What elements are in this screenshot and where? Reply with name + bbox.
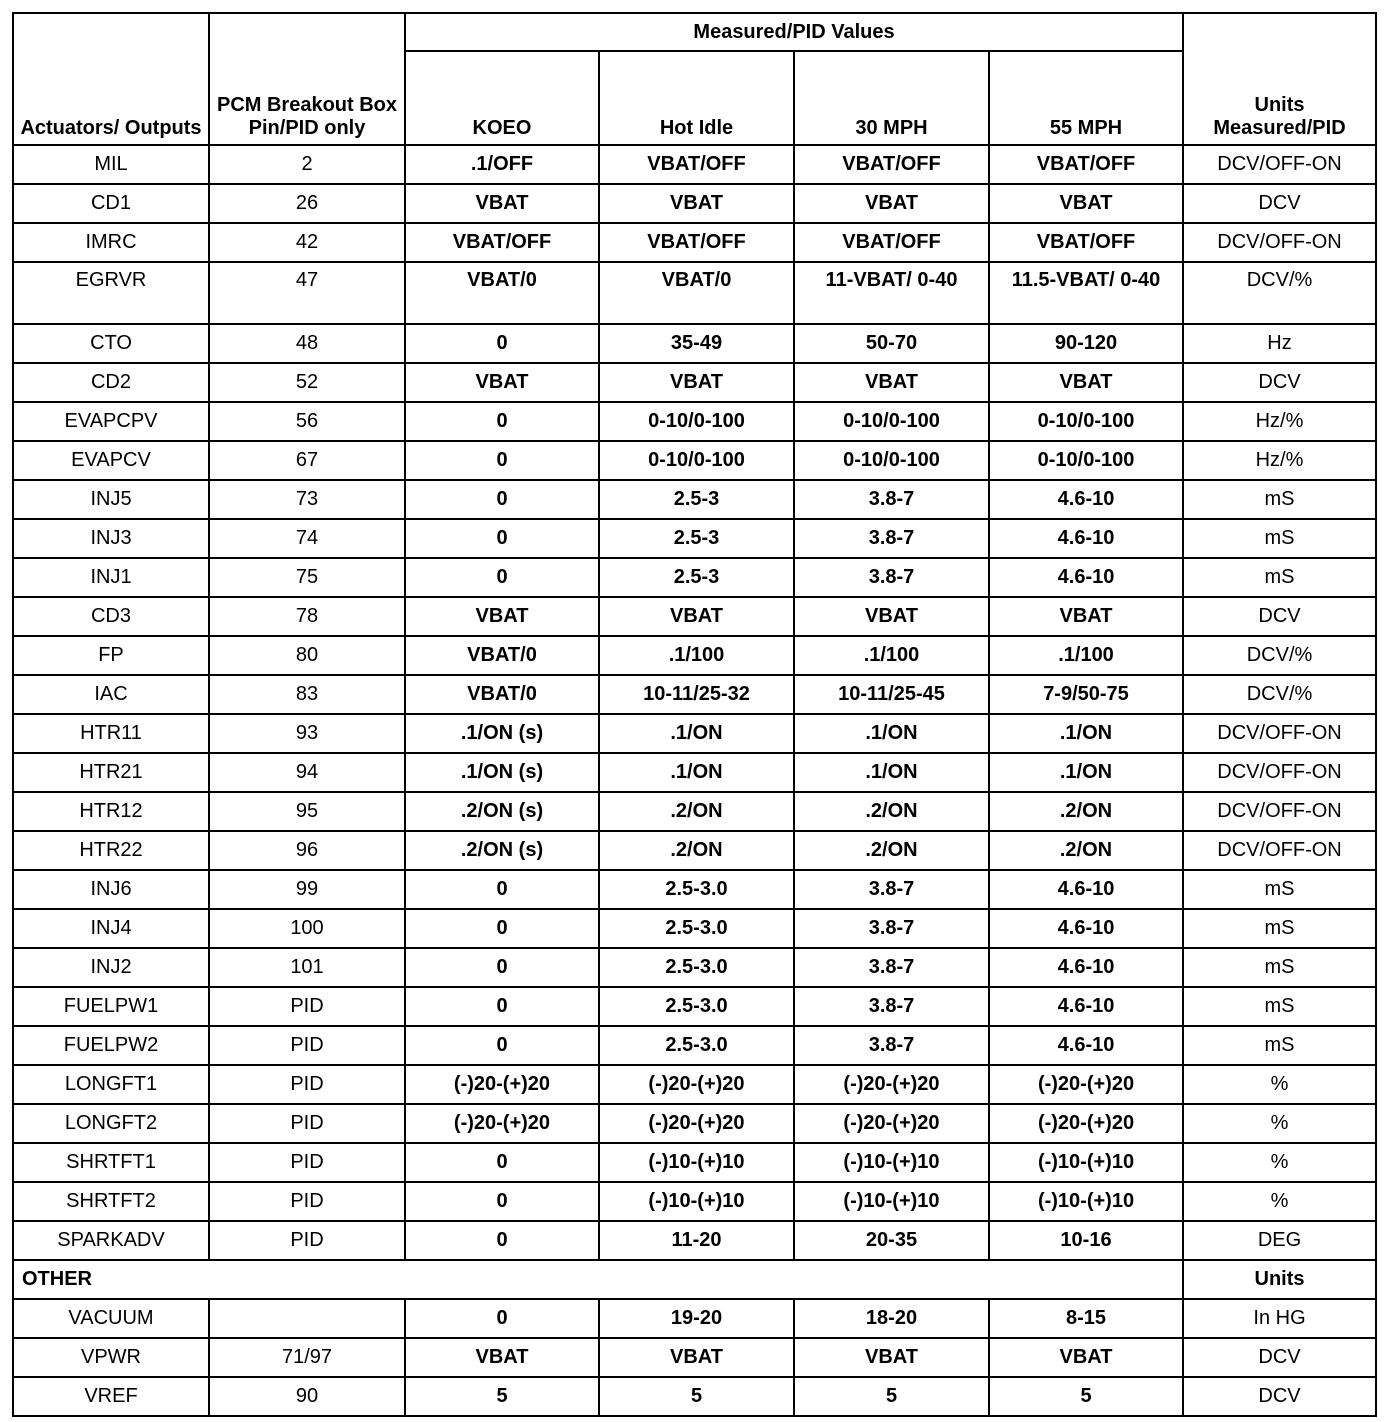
55-mph-cell: 7-9/50-75 [989, 675, 1183, 714]
pin-cell: 90 [209, 1377, 405, 1416]
table-row [13, 1182, 1376, 1221]
pin-cell: 52 [209, 363, 405, 402]
55-mph-cell: 4.6-10 [989, 909, 1183, 948]
55-mph-cell: VBAT/OFF [989, 223, 1183, 262]
row-name-cell: MIL [13, 145, 209, 184]
55-mph-cell: 4.6-10 [989, 1026, 1183, 1065]
row-name-cell: LONGFT2 [13, 1104, 209, 1143]
koeo-cell: VBAT [405, 597, 599, 636]
table-body [13, 145, 1376, 1416]
table-row [13, 223, 1376, 262]
hot-idle-cell: 5 [599, 1377, 794, 1416]
koeo-cell: VBAT/0 [405, 636, 599, 675]
30-mph-cell: .2/ON [794, 792, 989, 831]
55-mph-cell: (-)20-(+)20 [989, 1104, 1183, 1143]
koeo-cell: 0 [405, 870, 599, 909]
55-mph-cell: (-)20-(+)20 [989, 1065, 1183, 1104]
30-mph-cell: 3.8-7 [794, 909, 989, 948]
koeo-cell: 0 [405, 948, 599, 987]
55-mph-cell: 4.6-10 [989, 519, 1183, 558]
table-row [13, 909, 1376, 948]
units-cell: Hz [1183, 324, 1376, 363]
pin-cell [209, 1299, 405, 1338]
row-name-cell: CTO [13, 324, 209, 363]
55-mph-cell: .2/ON [989, 792, 1183, 831]
30-mph-cell: .2/ON [794, 831, 989, 870]
55-mph-cell: 5 [989, 1377, 1183, 1416]
30-mph-cell: 18-20 [794, 1299, 989, 1338]
30-mph-cell: (-)20-(+)20 [794, 1065, 989, 1104]
row-name-cell: SPARKADV [13, 1221, 209, 1260]
table-row [13, 987, 1376, 1026]
pin-cell: 96 [209, 831, 405, 870]
pin-cell: PID [209, 1026, 405, 1065]
units-cell: Hz/% [1183, 402, 1376, 441]
row-name-cell: INJ4 [13, 909, 209, 948]
units-cell: mS [1183, 948, 1376, 987]
koeo-cell: 0 [405, 441, 599, 480]
30-mph-cell: 3.8-7 [794, 558, 989, 597]
30-mph-cell: (-)10-(+)10 [794, 1143, 989, 1182]
koeo-cell: .2/ON (s) [405, 792, 599, 831]
table-row [13, 1338, 1376, 1377]
units-cell: In HG [1183, 1299, 1376, 1338]
koeo-cell: 0 [405, 480, 599, 519]
table-row [13, 558, 1376, 597]
row-name-cell: VACUUM [13, 1299, 209, 1338]
55-mph-cell: .1/ON [989, 753, 1183, 792]
30-mph-cell: 10-11/25-45 [794, 675, 989, 714]
pin-cell: 71/97 [209, 1338, 405, 1377]
30-mph-cell: .1/ON [794, 714, 989, 753]
pin-cell: 2 [209, 145, 405, 184]
30-mph-cell: (-)20-(+)20 [794, 1104, 989, 1143]
units-cell: DCV [1183, 1377, 1376, 1416]
koeo-cell: 5 [405, 1377, 599, 1416]
row-name-cell: CD2 [13, 363, 209, 402]
row-name-cell: CD1 [13, 184, 209, 223]
units-cell: DCV/OFF-ON [1183, 831, 1376, 870]
pin-cell: PID [209, 1182, 405, 1221]
55-mph-cell: .1/100 [989, 636, 1183, 675]
30-mph-cell: VBAT [794, 363, 989, 402]
pin-cell: 83 [209, 675, 405, 714]
30-mph-cell: 3.8-7 [794, 519, 989, 558]
koeo-cell: VBAT [405, 184, 599, 223]
units-cell: mS [1183, 480, 1376, 519]
koeo-cell: (-)20-(+)20 [405, 1065, 599, 1104]
30-mph-cell: .1/100 [794, 636, 989, 675]
hot-idle-cell: 10-11/25-32 [599, 675, 794, 714]
table-row [13, 1143, 1376, 1182]
55-mph-cell: (-)10-(+)10 [989, 1182, 1183, 1221]
table-row [13, 1377, 1376, 1416]
pin-cell: 78 [209, 597, 405, 636]
30-mph-cell: VBAT/OFF [794, 145, 989, 184]
row-name-cell: EGRVR [13, 262, 209, 324]
header-hot-idle: Hot Idle [599, 51, 794, 145]
units-cell: DCV [1183, 184, 1376, 223]
hot-idle-cell: 0-10/0-100 [599, 402, 794, 441]
hot-idle-cell: 0-10/0-100 [599, 441, 794, 480]
55-mph-cell: 11.5-VBAT/ 0-40 [989, 262, 1183, 324]
row-name-cell: SHRTFT2 [13, 1182, 209, 1221]
30-mph-cell: 20-35 [794, 1221, 989, 1260]
hot-idle-cell: 19-20 [599, 1299, 794, 1338]
koeo-cell: (-)20-(+)20 [405, 1104, 599, 1143]
30-mph-cell: 0-10/0-100 [794, 402, 989, 441]
55-mph-cell: 90-120 [989, 324, 1183, 363]
hot-idle-cell: (-)10-(+)10 [599, 1182, 794, 1221]
55-mph-cell: VBAT [989, 1338, 1183, 1377]
hot-idle-cell: .1/ON [599, 714, 794, 753]
55-mph-cell: 4.6-10 [989, 948, 1183, 987]
units-cell: Hz/% [1183, 441, 1376, 480]
30-mph-cell: VBAT/OFF [794, 223, 989, 262]
other-section-header [13, 1260, 1376, 1299]
table-row [13, 363, 1376, 402]
hot-idle-cell: .2/ON [599, 831, 794, 870]
row-name-cell: CD3 [13, 597, 209, 636]
table-row [13, 675, 1376, 714]
30-mph-cell: 3.8-7 [794, 870, 989, 909]
55-mph-cell: 4.6-10 [989, 480, 1183, 519]
hot-idle-cell: (-)20-(+)20 [599, 1065, 794, 1104]
pin-cell: PID [209, 1143, 405, 1182]
koeo-cell: .1/OFF [405, 145, 599, 184]
units-cell: DCV/OFF-ON [1183, 145, 1376, 184]
table-row [13, 441, 1376, 480]
header-measured-values: Measured/PID Values [405, 13, 1183, 51]
55-mph-cell: 10-16 [989, 1221, 1183, 1260]
pin-cell: 80 [209, 636, 405, 675]
units-cell: mS [1183, 987, 1376, 1026]
row-name-cell: SHRTFT1 [13, 1143, 209, 1182]
table-row [13, 714, 1376, 753]
row-name-cell: HTR22 [13, 831, 209, 870]
55-mph-cell: 0-10/0-100 [989, 402, 1183, 441]
hot-idle-cell: VBAT/OFF [599, 145, 794, 184]
koeo-cell: VBAT/OFF [405, 223, 599, 262]
hot-idle-cell: 2.5-3.0 [599, 1026, 794, 1065]
row-name-cell: FP [13, 636, 209, 675]
koeo-cell: 0 [405, 558, 599, 597]
pin-cell: 99 [209, 870, 405, 909]
table-row [13, 1299, 1376, 1338]
koeo-cell: 0 [405, 324, 599, 363]
row-name-cell: INJ1 [13, 558, 209, 597]
hot-idle-cell: VBAT/0 [599, 262, 794, 324]
30-mph-cell: 3.8-7 [794, 1026, 989, 1065]
row-name-cell: LONGFT1 [13, 1065, 209, 1104]
koeo-cell: 0 [405, 1221, 599, 1260]
pin-cell: 93 [209, 714, 405, 753]
table-row [13, 184, 1376, 223]
units-cell: mS [1183, 1026, 1376, 1065]
55-mph-cell: VBAT [989, 597, 1183, 636]
hot-idle-cell: .1/ON [599, 753, 794, 792]
koeo-cell: .1/ON (s) [405, 714, 599, 753]
row-name-cell: INJ2 [13, 948, 209, 987]
hot-idle-cell: VBAT/OFF [599, 223, 794, 262]
units-cell: DCV/% [1183, 675, 1376, 714]
header-pcm-breakout: PCM Breakout Box Pin/PID only [209, 13, 405, 145]
30-mph-cell: 5 [794, 1377, 989, 1416]
table-row [13, 262, 1376, 324]
pin-cell: 26 [209, 184, 405, 223]
koeo-cell: 0 [405, 402, 599, 441]
pin-cell: 100 [209, 909, 405, 948]
table-row [13, 145, 1376, 184]
table-header [13, 13, 1376, 145]
units-cell: DCV/OFF-ON [1183, 792, 1376, 831]
30-mph-cell: (-)10-(+)10 [794, 1182, 989, 1221]
row-name-cell: INJ3 [13, 519, 209, 558]
koeo-cell: VBAT [405, 363, 599, 402]
units-cell: % [1183, 1104, 1376, 1143]
row-name-cell: HTR12 [13, 792, 209, 831]
hot-idle-cell: VBAT [599, 1338, 794, 1377]
pin-cell: 48 [209, 324, 405, 363]
other-units-label: Units [1183, 1260, 1376, 1299]
30-mph-cell: 3.8-7 [794, 480, 989, 519]
units-cell: DCV/OFF-ON [1183, 223, 1376, 262]
hot-idle-cell: .1/100 [599, 636, 794, 675]
hot-idle-cell: 35-49 [599, 324, 794, 363]
header-55-mph: 55 MPH [989, 51, 1183, 145]
30-mph-cell: 50-70 [794, 324, 989, 363]
header-30-mph: 30 MPH [794, 51, 989, 145]
row-name-cell: FUELPW2 [13, 1026, 209, 1065]
units-cell: DCV/OFF-ON [1183, 714, 1376, 753]
hot-idle-cell: 11-20 [599, 1221, 794, 1260]
30-mph-cell: .1/ON [794, 753, 989, 792]
table-row [13, 948, 1376, 987]
hot-idle-cell: .2/ON [599, 792, 794, 831]
row-name-cell: HTR11 [13, 714, 209, 753]
koeo-cell: 0 [405, 1143, 599, 1182]
row-name-cell: HTR21 [13, 753, 209, 792]
hot-idle-cell: 2.5-3.0 [599, 870, 794, 909]
55-mph-cell: .2/ON [989, 831, 1183, 870]
30-mph-cell: VBAT [794, 184, 989, 223]
hot-idle-cell: (-)20-(+)20 [599, 1104, 794, 1143]
pin-cell: 42 [209, 223, 405, 262]
pin-cell: PID [209, 1221, 405, 1260]
pin-cell: 74 [209, 519, 405, 558]
55-mph-cell: 4.6-10 [989, 558, 1183, 597]
hot-idle-cell: 2.5-3 [599, 519, 794, 558]
units-cell: mS [1183, 909, 1376, 948]
units-cell: mS [1183, 870, 1376, 909]
row-name-cell: VREF [13, 1377, 209, 1416]
row-name-cell: EVAPCV [13, 441, 209, 480]
hot-idle-cell: 2.5-3.0 [599, 948, 794, 987]
hot-idle-cell: (-)10-(+)10 [599, 1143, 794, 1182]
header-units: Units Measured/PID [1183, 13, 1376, 145]
table-row [13, 1026, 1376, 1065]
row-name-cell: VPWR [13, 1338, 209, 1377]
table-row [13, 1221, 1376, 1260]
table-row [13, 831, 1376, 870]
table-row [13, 480, 1376, 519]
header-actuators: Actuators/ Outputs [13, 13, 209, 145]
30-mph-cell: 0-10/0-100 [794, 441, 989, 480]
hot-idle-cell: 2.5-3.0 [599, 909, 794, 948]
pin-cell: 73 [209, 480, 405, 519]
55-mph-cell: 4.6-10 [989, 987, 1183, 1026]
55-mph-cell: 0-10/0-100 [989, 441, 1183, 480]
units-cell: % [1183, 1182, 1376, 1221]
table-row [13, 402, 1376, 441]
pin-cell: 94 [209, 753, 405, 792]
row-name-cell: IMRC [13, 223, 209, 262]
units-cell: DCV [1183, 1338, 1376, 1377]
30-mph-cell: 3.8-7 [794, 948, 989, 987]
units-cell: % [1183, 1065, 1376, 1104]
row-name-cell: EVAPCPV [13, 402, 209, 441]
table-row [13, 1065, 1376, 1104]
koeo-cell: VBAT [405, 1338, 599, 1377]
table-row [13, 636, 1376, 675]
row-name-cell: INJ6 [13, 870, 209, 909]
hot-idle-cell: VBAT [599, 184, 794, 223]
hot-idle-cell: 2.5-3 [599, 558, 794, 597]
koeo-cell: 0 [405, 1026, 599, 1065]
hot-idle-cell: 2.5-3.0 [599, 987, 794, 1026]
55-mph-cell: VBAT [989, 184, 1183, 223]
koeo-cell: .2/ON (s) [405, 831, 599, 870]
30-mph-cell: 11-VBAT/ 0-40 [794, 262, 989, 324]
units-cell: % [1183, 1143, 1376, 1182]
table-row [13, 792, 1376, 831]
koeo-cell: 0 [405, 1182, 599, 1221]
table-row [13, 597, 1376, 636]
pin-cell: 47 [209, 262, 405, 324]
specification-table [12, 12, 1377, 1417]
table-row [13, 753, 1376, 792]
30-mph-cell: VBAT [794, 597, 989, 636]
table-row [13, 519, 1376, 558]
55-mph-cell: 4.6-10 [989, 870, 1183, 909]
pin-cell: 95 [209, 792, 405, 831]
koeo-cell: VBAT/0 [405, 262, 599, 324]
other-label: OTHER [13, 1260, 1183, 1299]
55-mph-cell: VBAT [989, 363, 1183, 402]
55-mph-cell: .1/ON [989, 714, 1183, 753]
koeo-cell: 0 [405, 519, 599, 558]
koeo-cell: .1/ON (s) [405, 753, 599, 792]
pin-cell: 101 [209, 948, 405, 987]
koeo-cell: 0 [405, 987, 599, 1026]
pin-cell: PID [209, 987, 405, 1026]
header-koeo: KOEO [405, 51, 599, 145]
table-row [13, 324, 1376, 363]
pin-cell: 56 [209, 402, 405, 441]
row-name-cell: INJ5 [13, 480, 209, 519]
table-row [13, 870, 1376, 909]
55-mph-cell: 8-15 [989, 1299, 1183, 1338]
hot-idle-cell: VBAT [599, 363, 794, 402]
55-mph-cell: VBAT/OFF [989, 145, 1183, 184]
hot-idle-cell: 2.5-3 [599, 480, 794, 519]
units-cell: DCV/OFF-ON [1183, 753, 1376, 792]
row-name-cell: IAC [13, 675, 209, 714]
55-mph-cell: (-)10-(+)10 [989, 1143, 1183, 1182]
30-mph-cell: 3.8-7 [794, 987, 989, 1026]
units-cell: DCV [1183, 363, 1376, 402]
units-cell: DCV/% [1183, 636, 1376, 675]
pin-cell: PID [209, 1065, 405, 1104]
row-name-cell: FUELPW1 [13, 987, 209, 1026]
units-cell: DCV/% [1183, 262, 1376, 324]
koeo-cell: VBAT/0 [405, 675, 599, 714]
table-row [13, 1104, 1376, 1143]
units-cell: DEG [1183, 1221, 1376, 1260]
pin-cell: 67 [209, 441, 405, 480]
pin-cell: PID [209, 1104, 405, 1143]
units-cell: mS [1183, 558, 1376, 597]
koeo-cell: 0 [405, 1299, 599, 1338]
hot-idle-cell: VBAT [599, 597, 794, 636]
koeo-cell: 0 [405, 909, 599, 948]
pin-cell: 75 [209, 558, 405, 597]
units-cell: DCV [1183, 597, 1376, 636]
units-cell: mS [1183, 519, 1376, 558]
30-mph-cell: VBAT [794, 1338, 989, 1377]
